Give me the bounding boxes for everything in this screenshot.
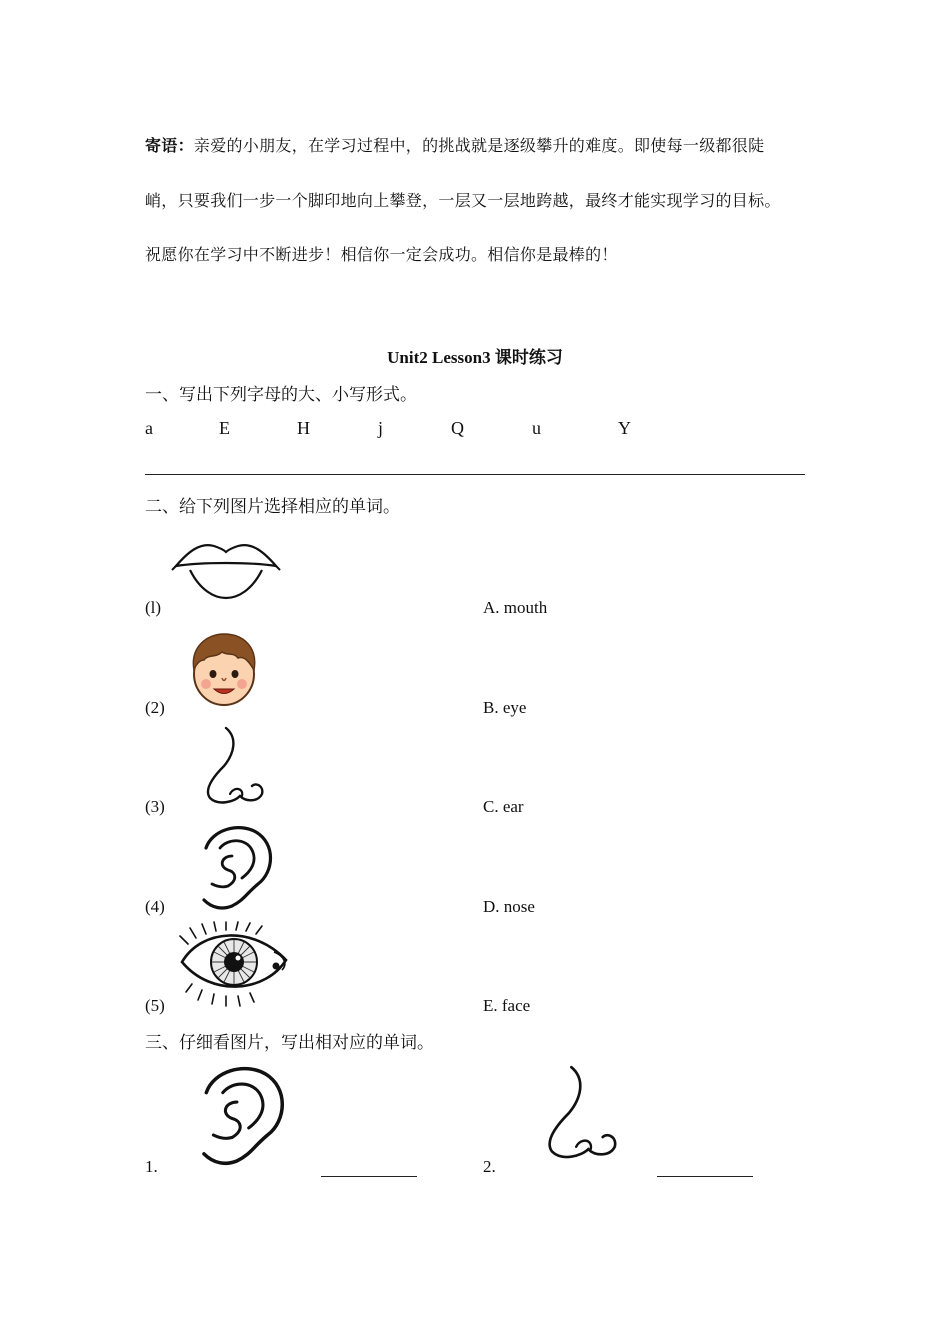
nose-icon [540,1060,622,1166]
letter-q: Q [451,418,464,438]
item-number-3: (3) [145,797,165,816]
letter-e: E [219,418,230,438]
question-number-2: 2. [483,1157,496,1176]
item-number-4: (4) [145,897,165,916]
section-2-heading: 二、给下列图片选择相应的单词。 [145,497,400,517]
answer-blank-2[interactable] [657,1176,753,1177]
section-1-heading: 一、写出下列字母的大、小写形式。 [145,385,417,405]
intro-text-1: 亲爱的小朋友，在学习过程中，的挑战就是逐级攀升的难度。即使每一级都很陡 [193,136,765,155]
option-b: B. eye [483,698,527,717]
option-a: A. mouth [483,598,548,617]
option-d: D. nose [483,897,535,916]
lips-icon [170,540,282,602]
item-number-1: (l) [145,598,162,617]
intro-line-3: 祝愿你在学习中不断进步！相信你一定会成功。相信你是最棒的！ [145,245,618,264]
intro-line-1 [145,133,810,156]
intro-line-2: 峭，只要我们一步一个脚印地向上攀登，一层又一层地跨越，最终才能实现学习的目标。 [145,191,781,210]
question-number-1: 1. [145,1157,158,1176]
option-c: C. ear [483,797,524,816]
letter-h: H [297,418,310,438]
page-title: Unit2 Lesson3 课时练习 [387,348,563,367]
answer-blank-1[interactable] [321,1176,417,1177]
eye-icon [178,922,294,1008]
letter-a: a [145,418,153,438]
nose-icon [200,724,268,808]
boy-face-icon [188,630,260,708]
letter-u: u [532,418,541,438]
ear-icon [196,1062,292,1168]
section-3-heading: 三、仔细看图片，写出相对应的单词。 [145,1033,434,1053]
letter-y: Y [618,418,631,438]
item-number-5: (5) [145,996,165,1015]
option-e: E. face [483,996,531,1015]
intro-label: 寄语： [145,136,194,155]
ear-icon [198,822,278,912]
answer-line[interactable] [145,474,805,475]
letter-j: j [378,418,384,438]
item-number-2: (2) [145,698,165,717]
